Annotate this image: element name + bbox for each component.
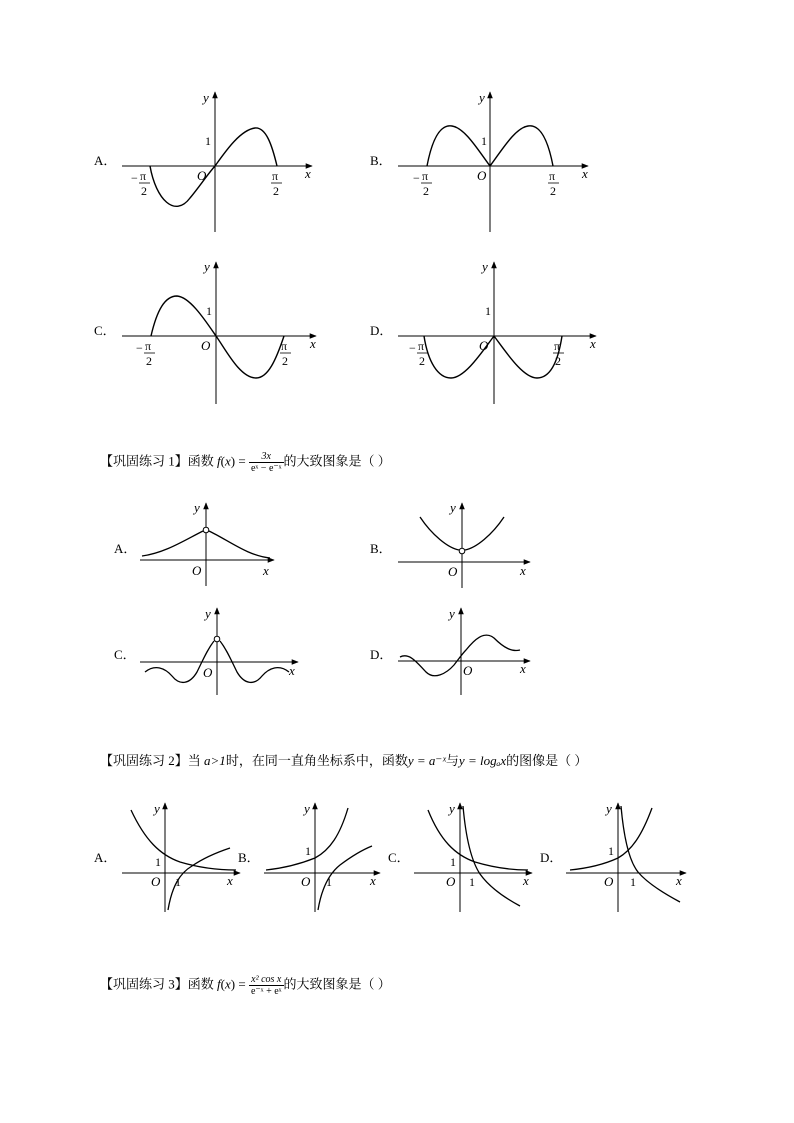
question-text: 与	[445, 753, 459, 768]
function-2: y = logₐx	[458, 753, 507, 768]
origin-label: O	[446, 874, 456, 889]
function-name: f	[217, 976, 221, 992]
tick-one-label: 1	[326, 875, 332, 889]
exercise-1-question: 【巩固练习 1】函数 f(x) = $\frac{3x}{\text{eˣ − e⁻ˣ}}$ 的大致图象是（ ）	[100, 451, 391, 474]
curve-exp	[131, 810, 236, 870]
question-text: 的大致图象是（ ）	[283, 453, 391, 469]
origin-label: O	[604, 874, 614, 889]
tick-one-label: 1	[485, 304, 491, 318]
equals-sign: =	[235, 453, 249, 469]
question-text: 的大致图象是（ ）	[283, 976, 391, 992]
y-axis-label: y	[205, 606, 211, 621]
question-text: 当	[187, 753, 205, 768]
x-axis-label: x	[590, 336, 596, 351]
option-d-label: D．	[370, 647, 393, 662]
tick-two-label: 2	[419, 354, 425, 368]
ex2-graph-a	[94, 801, 240, 912]
tick-two-label: 2	[555, 354, 561, 368]
option-d-label: D．	[370, 323, 393, 338]
option-b-label: B．	[238, 850, 260, 865]
curve	[150, 128, 277, 206]
origin-label: O	[477, 168, 487, 183]
origin-label: O	[192, 563, 202, 578]
tick-two-label: 2	[146, 354, 152, 368]
tick-neg-sign: −	[413, 171, 420, 185]
x-axis-label: x	[676, 873, 682, 888]
x-axis-label: x	[520, 563, 526, 578]
y-axis-label: y	[479, 90, 485, 105]
curve-log	[463, 806, 520, 906]
x-axis-label: x	[263, 563, 269, 578]
tick-neg-sign: −	[409, 341, 416, 355]
numerator: 3x	[249, 451, 284, 463]
fraction	[249, 974, 284, 997]
curve-exp	[570, 808, 652, 870]
question-text: 函数	[187, 976, 214, 992]
option-a-label: A．	[114, 541, 137, 556]
curve-right	[209, 531, 270, 558]
curve-left	[420, 517, 459, 550]
tick-pi-label: π	[549, 169, 556, 183]
question-text: 的图像是（ ）	[506, 753, 588, 768]
tick-two-label: 2	[423, 184, 429, 198]
open-point	[459, 548, 465, 554]
option-c-label: C．	[114, 647, 136, 662]
open-point	[203, 527, 209, 533]
tick-two-label: 2	[273, 184, 279, 198]
tick-pi-label: π	[140, 169, 147, 183]
option-a-label: A．	[94, 153, 117, 168]
question-text: 函数	[187, 453, 214, 469]
curve	[424, 336, 562, 378]
function-arg: x	[225, 976, 231, 992]
origin-label: O	[448, 564, 458, 579]
graph-top-b	[370, 90, 588, 232]
x-axis-label: x	[310, 336, 316, 351]
curve-exp	[428, 810, 528, 870]
origin-label: O	[301, 874, 311, 889]
tick-neg-sign: −	[136, 341, 143, 355]
ex2-graph-c	[388, 801, 532, 912]
tick-pi-label: π	[418, 339, 425, 353]
option-c-label: C．	[388, 850, 410, 865]
origin-label: O	[201, 338, 211, 353]
tick-pi-label: π	[281, 339, 288, 353]
tick-one-label: 1	[469, 875, 475, 889]
equals-sign: =	[235, 976, 249, 992]
function-1: y = a⁻ˣ	[407, 753, 446, 768]
tick-one-label: 1	[630, 875, 636, 889]
option-a-label: A．	[94, 850, 117, 865]
ex1-graph-a	[114, 500, 274, 586]
curve	[151, 296, 284, 378]
tick-two-label: 2	[141, 184, 147, 198]
tick-one-label: 1	[206, 304, 212, 318]
open-point	[214, 636, 220, 642]
graph-top-a	[94, 90, 312, 232]
x-axis-label: x	[289, 663, 295, 678]
tick-one-label: 1	[481, 134, 487, 148]
y-axis-label: y	[450, 500, 456, 515]
denominator: e⁻ˣ + eˣ	[250, 986, 282, 997]
origin-label: O	[463, 663, 473, 678]
tick-one-label: 1	[450, 855, 456, 869]
y-axis-label: y	[204, 259, 210, 274]
option-c-label: C．	[94, 323, 116, 338]
exercise-tag: 【巩固练习 3】	[100, 976, 188, 992]
graph-top-d	[370, 259, 596, 404]
option-b-label: B．	[370, 153, 392, 168]
y-axis-label: y	[194, 500, 200, 515]
curve-right	[465, 517, 504, 550]
tick-pi-label: π	[145, 339, 152, 353]
tick-two-label: 2	[282, 354, 288, 368]
exercise-2-question	[100, 752, 587, 770]
ex1-graph-c	[114, 606, 298, 695]
y-axis-label: y	[304, 801, 310, 816]
curve-left	[142, 531, 203, 556]
x-axis-label: x	[582, 166, 588, 181]
x-axis-label: x	[227, 873, 233, 888]
origin-label: O	[479, 338, 489, 353]
option-b-label: B．	[370, 541, 392, 556]
curve	[400, 635, 520, 676]
condition: a>1	[204, 753, 226, 768]
tick-pi-label: π	[272, 169, 279, 183]
x-axis-label: x	[305, 166, 311, 181]
tick-pi-label: π	[554, 339, 561, 353]
question-text: 时，在同一直角坐标系中，函数	[225, 753, 408, 768]
curve-exp	[266, 808, 348, 870]
tick-one-label: 1	[305, 844, 311, 858]
y-axis-label: y	[449, 801, 455, 816]
tick-one-label: 1	[175, 875, 181, 889]
tick-one-label: 1	[155, 855, 161, 869]
function-arg: x	[225, 453, 231, 469]
tick-neg-sign: −	[131, 171, 138, 185]
graph-top-c	[94, 259, 316, 404]
tick-one-label: 1	[205, 134, 211, 148]
y-axis-label: y	[449, 606, 455, 621]
y-axis-label: y	[482, 259, 488, 274]
ex1-graph-b	[370, 500, 530, 588]
origin-label: O	[203, 665, 213, 680]
ex1-graph-d	[370, 606, 530, 695]
fraction	[249, 451, 284, 474]
tick-one-label: 1	[608, 844, 614, 858]
option-d-label: D．	[540, 850, 563, 865]
tick-pi-label: π	[422, 169, 429, 183]
ex2-graph-b	[238, 801, 380, 912]
x-axis-label: x	[523, 873, 529, 888]
exercise-tag: 【巩固练习 1】	[100, 453, 188, 469]
x-axis-label: x	[370, 873, 376, 888]
y-axis-label: y	[203, 90, 209, 105]
ex2-graph-d	[540, 801, 686, 912]
tick-two-label: 2	[550, 184, 556, 198]
function-name: f	[217, 453, 221, 469]
origin-label: O	[197, 168, 207, 183]
y-axis-label: y	[606, 801, 612, 816]
exercise-3-question: 【巩固练习 3】函数 f(x) = $\frac{\text{x² cos x}}{\text{e⁻ˣ + eˣ}}$ 的大致图象是（ ）	[100, 974, 391, 997]
x-axis-label: x	[520, 661, 526, 676]
denominator: eˣ − e⁻ˣ	[250, 463, 282, 474]
y-axis-label: y	[154, 801, 160, 816]
exercise-tag: 【巩固练习 2】	[100, 753, 188, 768]
numerator: x² cos x	[249, 974, 284, 986]
origin-label: O	[151, 874, 161, 889]
